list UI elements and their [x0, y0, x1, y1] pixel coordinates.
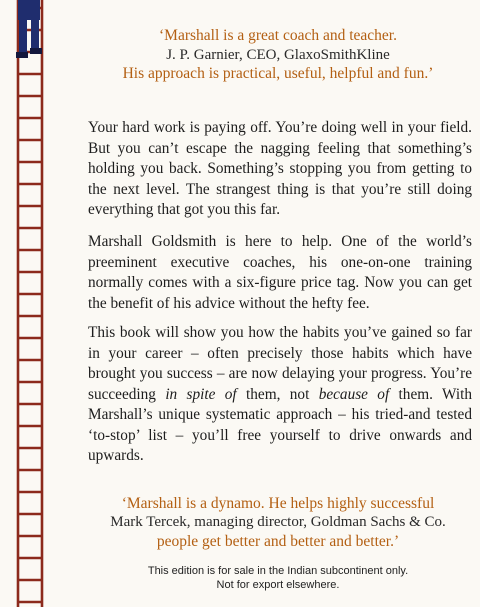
climbing-figure-icon	[14, 0, 44, 62]
body-paragraph-1: Your hard work is paying off. You’re doing well in your field. But you can’t escape the nagging feeling that something’s holding you back. Something’s stopping you from getting to the next level. The strangest thing is that you’re still doing everything that got you this far.	[88, 119, 472, 218]
body-paragraph-2: Marshall Goldsmith is here to help. One of the world’s preeminent executive coaches, his one-on-one training normally comes with a six-figure price tag. Now you can get the benefit of his advice without the hefty fee.	[88, 233, 472, 312]
p3-text-a: This book will show you how the habits you’ve gained so far in your career – often precisely those habits which have brought you success – are now delaying your progress. You’re succeeding	[88, 324, 472, 403]
ladder-rungs	[18, 8, 42, 602]
top-quote-line-2: His approach is practical, useful, helpful and fun.’	[122, 65, 434, 82]
ladder-illustration	[0, 0, 72, 607]
top-quote-attribution: J. P. Garnier, CEO, GlaxoSmithKline	[166, 47, 390, 63]
p3-emphasis-in-spite-of: in spite of	[165, 385, 237, 403]
sale-notice-line-2: Not for export elsewhere.	[216, 579, 340, 591]
sale-notice-line-1: This edition is for sale in the Indian subcontinent only.	[147, 565, 409, 577]
bottom-quote-line-2: people get better and better and better.’	[156, 533, 400, 550]
p3-text-c: them. With Marshall’s unique systematic approach – his tried-and tested ‘to-stop’ list – you’ll free yourself to drive onwards and upwards.	[88, 385, 472, 464]
ladder-rails	[18, 0, 42, 607]
p3-text-b: them, not	[236, 385, 319, 403]
bottom-quote-line-1: ‘Marshall is a dynamo. He helps highly successful	[121, 495, 435, 512]
top-quote-line-1: ‘Marshall is a great coach and teacher.	[159, 27, 397, 44]
bottom-quote-attribution: Mark Tercek, managing director, Goldman Sachs & Co.	[110, 514, 446, 530]
body-paragraph-3	[88, 323, 472, 467]
p3-emphasis-because-of: because of	[318, 385, 390, 403]
